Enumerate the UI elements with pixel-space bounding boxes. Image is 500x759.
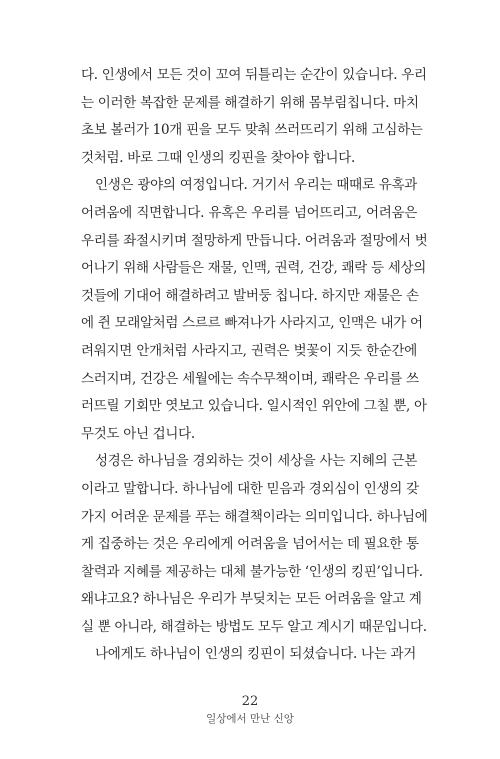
text-line: 어나기 위해 사람들은 재물, 인맥, 권력, 건강, 쾌락 등 세상의 (81, 260, 426, 277)
text-line: 왜냐고요? 하나님은 우리가 부딪치는 모든 어려움을 알고 계 (81, 591, 422, 608)
text-line: 가지 어려운 문제를 푸는 해결책이라는 의미입니다. 하나님에 (81, 508, 428, 525)
text-line: 에 쥔 모래알처럼 스르르 빠져나가 사라지고, 인맥은 내가 어 (81, 315, 423, 332)
text-line-paragraph-start: 나에게도 하나님이 인생의 킹핀이 되셨습니다. 나는 과거 (95, 646, 416, 663)
page-number: 22 (241, 694, 259, 709)
text-line: 려워지면 안개처럼 사라지고, 권력은 벚꽃이 지듯 한순간에 (81, 342, 417, 359)
text-line: 게 집중하는 것은 우리에게 어려움을 넘어서는 데 필요한 통 (81, 536, 419, 553)
text-line: 스러지며, 건강은 세월에는 속수무책이며, 쾌락은 우리를 쓰 (81, 370, 419, 387)
text-line: 다. 인생에서 모든 것이 꼬여 뒤틀리는 순간이 있습니다. 우리 (81, 67, 427, 83)
text-line: 무것도 아닌 겁니다. (81, 425, 195, 442)
text-line: 찰력과 지혜를 제공하는 대체 불가능한 ‘인생의 킹핀’입니다. (81, 563, 423, 580)
text-line: 실 뿐 아니라, 해결하는 방법도 모두 알고 계시기 때문입니다. (81, 618, 427, 635)
text-line: 어려움에 직면합니다. 유혹은 우리를 넘어뜨리고, 어려움은 (81, 204, 417, 221)
text-line: 초보 볼러가 10개 핀을 모두 맞춰 쓰러뜨리기 위해 고심하는 (81, 122, 423, 139)
text-line: 이라고 말합니다. 하나님에 대한 믿음과 경외심이 인생의 갖 (81, 480, 419, 497)
text-line: 우리를 좌절시키며 절망하게 만듭니다. 어려움과 절망에서 벗 (81, 232, 428, 249)
running-footer-title: 일상에서 만난 신앙 (206, 713, 294, 725)
text-line: 러뜨릴 기회만 엿보고 있습니다. 일시적인 위안에 그칠 뿐, 아 (81, 398, 427, 415)
text-line: 것처럼. 바로 그때 인생의 킹핀을 찾아야 합니다. (81, 149, 356, 166)
text-line: 것들에 기대어 해결하려고 발버둥 칩니다. 하지만 재물은 손 (81, 287, 419, 304)
body-text (81, 62, 428, 669)
text-line: 는 이러한 복잡한 문제를 해결하기 위해 몸부림칩니다. 마치 (81, 94, 419, 111)
text-line-paragraph-start: 성경은 하나님을 경외하는 것이 세상을 사는 지혜의 근본 (95, 453, 417, 470)
text-line-paragraph-start: 인생은 광야의 여정입니다. 거기서 우리는 때때로 유혹과 (95, 177, 417, 194)
